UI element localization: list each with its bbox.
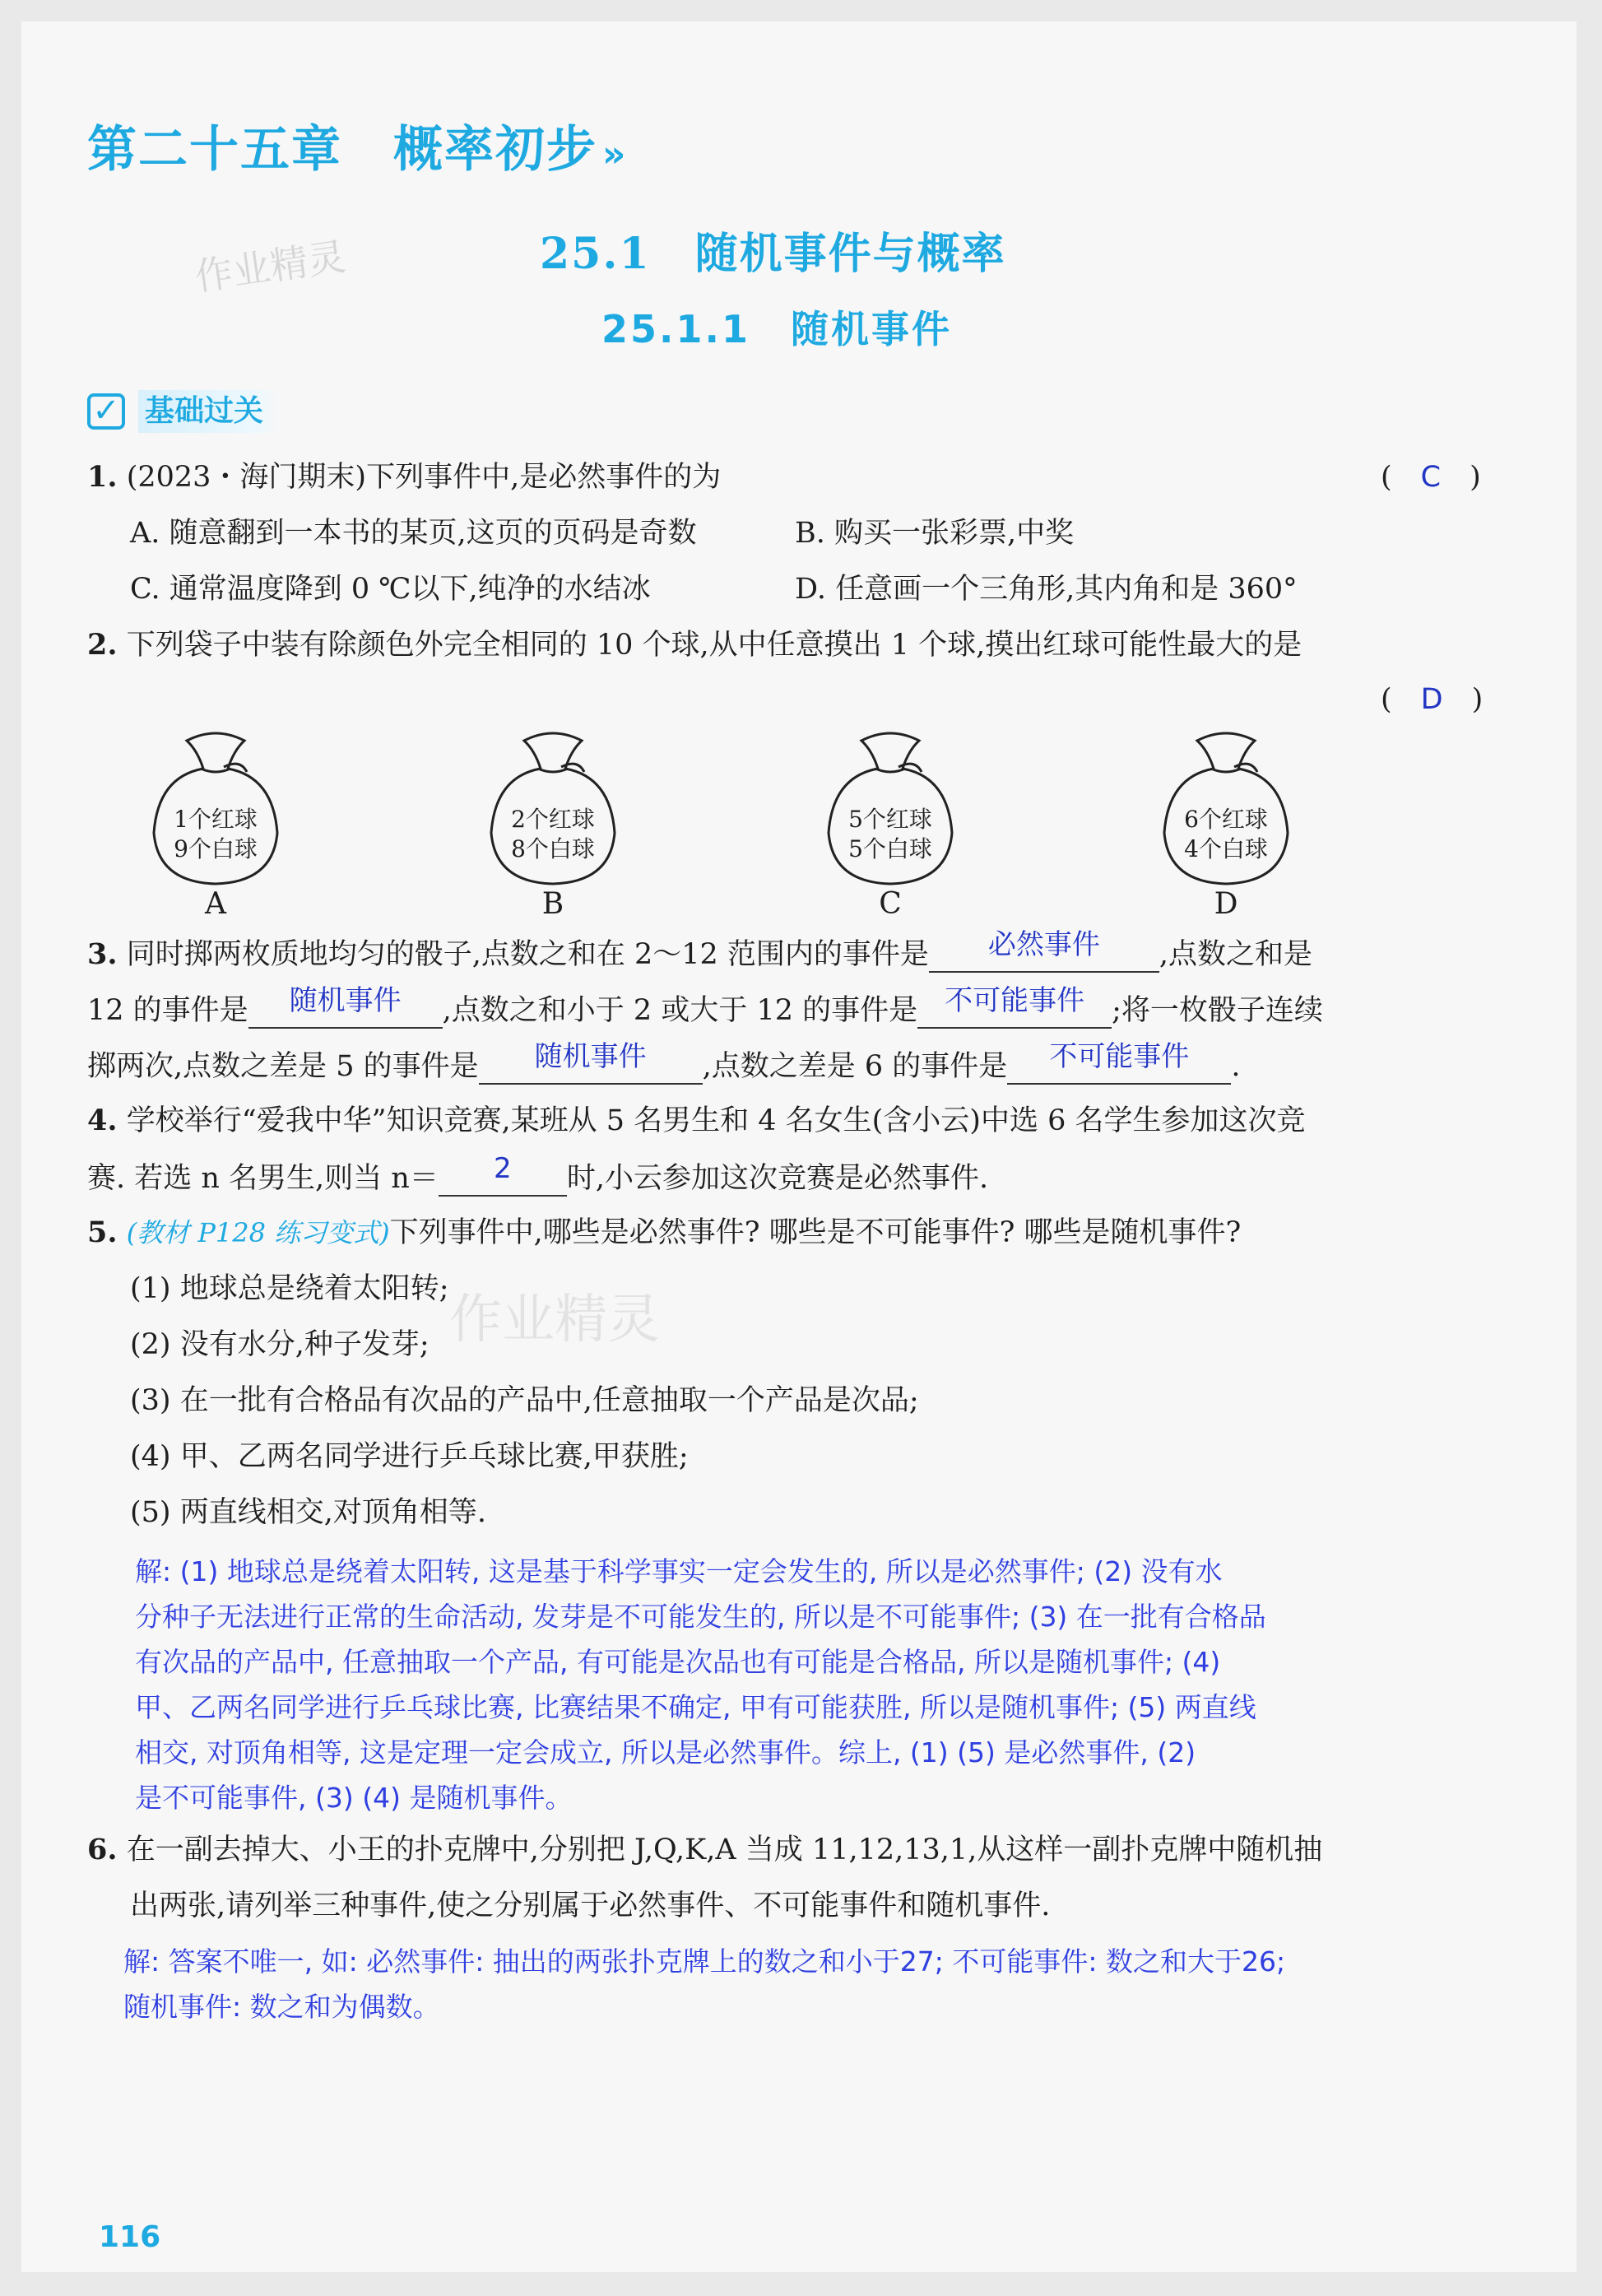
bag-a: [142, 726, 290, 921]
bag-letter: D: [1214, 887, 1238, 921]
source-note: (教材 P128 练习变式): [126, 1217, 390, 1248]
chapter-title: 第二十五章 概率初步 »: [87, 121, 628, 179]
option-b: B. 购买一张彩票,中奖: [795, 517, 1075, 550]
bag-label: 5个红球 5个白球: [848, 806, 932, 862]
bag-label: 1个红球 9个白球: [174, 806, 258, 862]
q5-item: (4) 甲、乙两名同学进行乒乓球比赛,甲获胜;: [130, 1440, 689, 1473]
answer-blank: 随机事件: [479, 1047, 703, 1085]
answer-blank: 不可能事件: [1007, 1047, 1231, 1085]
question-2: [87, 627, 1302, 663]
question-number: 6.: [87, 1833, 118, 1866]
question-number: 5.: [87, 1215, 118, 1249]
option-a: A. 随意翻到一本书的某页,这页的页码是奇数: [130, 517, 697, 550]
answer-blank: 2: [439, 1159, 567, 1197]
answer-choice: D: [1420, 683, 1443, 716]
bag-letter: B: [541, 887, 564, 921]
question-number: 3.: [87, 937, 118, 971]
bag-d: [1152, 726, 1300, 921]
answer-blank: 必然事件: [929, 935, 1159, 973]
chevron-icon: »: [602, 133, 628, 175]
option-d: D. 任意画一个三角形,其内角和是 360°: [795, 573, 1298, 606]
q5-item: (5) 两直线相交,对顶角相等.: [130, 1496, 486, 1529]
question-text: 下列袋子中装有除颜色外完全相同的 10 个球,从中任意摸出 1 个球,摸出红球可能性最大的是: [126, 629, 1302, 662]
bag-label: 2个红球 8个白球: [511, 806, 595, 862]
question-3-line-3: 掷两次,点数之差是 5 的事件是 随机事件 ,点数之差是 6 的事件是 不可能事件 .: [87, 1040, 1241, 1083]
q5-solution: 解: (1) 地球总是绕着太阳转, 这是基于科学事实一定会发生的, 所以是必然事件; (2) 没有水 分种子无法进行正常的生命活动, 发芽是不可能发生的, 所以是不可能事件; (3) 在一批有合格品 有次品的产品中, 任意抽取一个产品, 有可能是次品也有可能是合格品, 所以是随机事件; (4) 甲、乙两名同学进行乒乓球比赛, 比赛结果不确定, 甲有可能获胜, 所以是随机事件; (5) 两直线 相交, 对顶角相等, 这是定理一定会成立, 所以是必然事件。综上, (1) (5) 是必然事件, (2) 是不可能事件, (3) (4) 是随机事件。: [135, 1555, 1266, 1814]
question-6-line-2: 出两张,请列举三种事件,使之分别属于必然事件、不可能事件和随机事件.: [130, 1889, 1051, 1922]
answer-choice: C: [1420, 461, 1442, 494]
answer-blank: 不可能事件: [917, 991, 1112, 1029]
answer-blank: 随机事件: [248, 991, 443, 1029]
question-text: (2023・海门期末)下列事件中,是必然事件的为: [126, 461, 722, 494]
bag-letter: A: [205, 887, 226, 921]
q6-solution: 解: 答案不唯一, 如: 必然事件: 抽出的两张扑克牌上的数之和小于27; 不可能事件: 数之和大于26; 随机事件: 数之和为偶数。: [123, 1945, 1286, 2023]
workbook-page: [21, 21, 1576, 2272]
question-1: [87, 459, 721, 495]
question-3-line-2: 12 的事件是 随机事件 ,点数之和小于 2 或大于 12 的事件是 不可能事件 ;将一枚骰子连续: [87, 984, 1323, 1027]
answer-bracket-2: ( D ): [1381, 683, 1484, 716]
question-number: 2.: [87, 628, 118, 662]
bag-b: [479, 726, 627, 921]
question-5: 5. (教材 P128 练习变式)下列事件中,哪些是必然事件? 哪些是不可能事件? 哪些是随机事件?: [87, 1215, 1242, 1249]
subsection-title: 25.1.1 随机事件: [601, 307, 952, 351]
option-c: C. 通常温度降到 0 ℃以下,纯净的水结冰: [130, 573, 651, 606]
q5-item: (1) 地球总是绕着太阳转;: [130, 1272, 449, 1305]
question-number: 1.: [87, 460, 118, 494]
bag-letter: C: [879, 887, 902, 921]
q5-item: (3) 在一批有合格品有次品的产品中,任意抽取一个产品是次品;: [130, 1384, 919, 1417]
answer-bracket-1: ( C ): [1381, 461, 1481, 494]
section-title: 25.1 随机事件与概率: [540, 229, 1006, 279]
badge-label: 基础过关: [138, 390, 281, 433]
page-number: 116: [99, 2220, 161, 2254]
bag-c: [816, 726, 964, 921]
checkbox-icon: ✓: [87, 393, 125, 430]
question-4-line-1: 4. 学校举行“爱我中华”知识竞赛,某班从 5 名男生和 4 名女生(含小云)中选 6 名学生参加这次竞: [87, 1104, 1306, 1137]
question-3-line-1: 3. 同时掷两枚质地均匀的骰子,点数之和在 2～12 范围内的事件是 必然事件 ,点数之和是: [87, 928, 1313, 971]
question-6-line-1: 6. 在一副去掉大、小王的扑克牌中,分别把 J,Q,K,A 当成 11,12,13,1,从这样一副扑克牌中随机抽: [87, 1833, 1323, 1866]
bag-label: 6个红球 4个白球: [1184, 806, 1268, 862]
q5-item: (2) 没有水分,种子发芽;: [130, 1328, 430, 1361]
question-4-line-2: 赛. 若选 n 名男生,则当 n＝ 2 时,小云参加这次竞赛是必然事件.: [87, 1152, 989, 1195]
watermark-logo: 作业精灵: [192, 234, 349, 300]
watermark-center: 作业精灵: [449, 1290, 660, 1350]
question-number: 4.: [87, 1104, 118, 1137]
